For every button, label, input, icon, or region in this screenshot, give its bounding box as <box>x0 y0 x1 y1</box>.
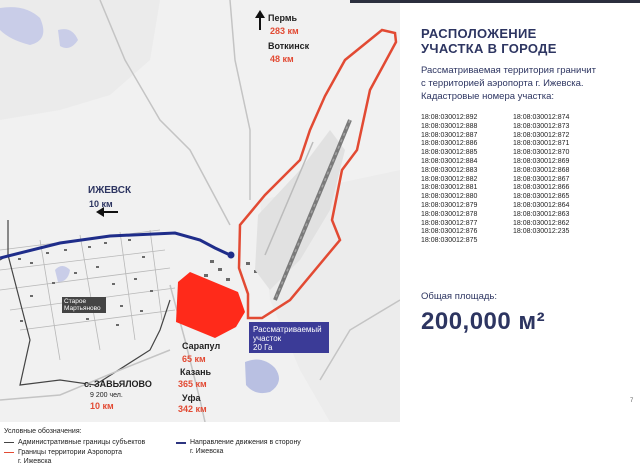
zavyalovo-distance: 10 км <box>90 401 114 411</box>
direction-kazan-city: Казань <box>180 367 212 377</box>
panel-desc-line1: Рассматриваемая территория граничит <box>421 65 596 76</box>
direction-sarapul-city: Сарапул <box>182 341 221 351</box>
zavyalovo-name: с. ЗАВЬЯЛОВО <box>84 379 152 389</box>
direction-izhevsk-distance: 10 км <box>89 199 113 209</box>
panel-title-line2: УЧАСТКА В ГОРОДЕ <box>421 41 557 56</box>
cadastral-number: 18:08:030012:886 <box>421 140 478 148</box>
top-strip <box>350 0 640 3</box>
cadastral-number: 18:08:030012:892 <box>421 114 478 121</box>
panel-desc-line3: Кадастровые номера участка: <box>421 91 555 102</box>
cadastral-number: 18:08:030012:874 <box>513 114 570 121</box>
site-callout-line3: 20 Га <box>253 343 273 352</box>
direction-ufa-distance: 342 км <box>178 404 207 414</box>
legend-swatch-airport <box>4 452 14 453</box>
cadastral-number: 18:08:030012:875 <box>421 237 478 245</box>
panel-description <box>421 64 636 103</box>
info-panel <box>421 26 636 103</box>
cadastral-number: 18:08:030012:872 <box>513 131 570 139</box>
legend-item-direction <box>176 438 301 447</box>
zavyalovo-population: 9 200 чел. <box>90 392 123 399</box>
direction-votkinsk-city: Воткинск <box>268 41 310 51</box>
cadastral-number: 18:08:030012:867 <box>513 175 570 183</box>
cadastral-list <box>421 114 636 246</box>
cadastral-number: 18:08:030012:882 <box>421 175 478 183</box>
cadastral-number: 18:08:030012:877 <box>421 219 478 227</box>
road-endpoint <box>228 252 235 259</box>
legend-label-direction-city: г. Ижевска <box>190 448 224 455</box>
legend-item-direction-city <box>190 447 223 456</box>
cadastral-number: 18:08:030012:884 <box>421 157 478 165</box>
site-callout-line2: участок <box>253 334 282 343</box>
direction-kazan-distance: 365 км <box>178 379 207 389</box>
cadastral-number: 18:08:030012:888 <box>421 122 478 130</box>
cadastral-number: 18:08:030012:883 <box>421 166 478 174</box>
legend-item-admin <box>4 438 145 447</box>
direction-sarapul-distance: 65 км <box>182 354 206 364</box>
cadastral-number: 18:08:030012:871 <box>513 140 570 148</box>
direction-votkinsk-distance: 48 км <box>270 54 294 64</box>
cadastral-number: 18:08:030012:878 <box>421 210 478 218</box>
legend-label-admin: Административные границы субъектов <box>18 439 146 446</box>
cadastral-number: 18:08:030012:885 <box>421 149 478 157</box>
panel-desc-line2: с территорией аэропорта г. Ижевска. <box>421 78 584 89</box>
legend-label-airport-city: г. Ижевска <box>18 458 52 465</box>
direction-perm-city: Пермь <box>268 13 298 23</box>
site-callout-line1: Рассматриваемый <box>253 325 322 334</box>
legend-label-direction: Направление движения в сторону <box>190 439 301 446</box>
cadastral-number: 18:08:030012:866 <box>513 184 570 192</box>
cadastral-number: 18:08:030012:868 <box>513 166 570 174</box>
legend-item-airport <box>4 448 122 457</box>
village-label: Старое Мартьяново <box>62 297 106 313</box>
total-area-value: 200,000 м² <box>421 308 546 335</box>
direction-izhevsk-city: ИЖЕВСК <box>88 185 132 196</box>
cadastral-number: 18:08:030012:863 <box>513 210 570 218</box>
map-legend <box>0 424 400 472</box>
direction-perm-distance: 283 км <box>270 26 299 36</box>
cadastral-number: 18:08:030012:873 <box>513 122 570 130</box>
cadastral-number: 18:08:030012:865 <box>513 193 570 201</box>
panel-title-line1: РАСПОЛОЖЕНИЕ <box>421 26 537 41</box>
legend-swatch-admin <box>4 442 14 443</box>
page-number: 7 <box>630 398 634 404</box>
cadastral-number: 18:08:030012:864 <box>513 201 570 209</box>
legend-label-airport: Границы территории Аэропорта <box>18 449 122 456</box>
direction-ufa-city: Уфа <box>182 393 201 403</box>
cadastral-number: 18:08:030012:869 <box>513 157 570 165</box>
legend-swatch-direction <box>176 442 186 444</box>
cadastral-number: 18:08:030012:881 <box>421 184 478 192</box>
site-callout[interactable] <box>249 322 329 353</box>
cadastral-number: 18:08:030012:870 <box>513 149 570 157</box>
cadastral-number: 18:08:030012:235 <box>513 228 570 236</box>
cadastral-number: 18:08:030012:887 <box>421 131 478 139</box>
cadastral-number: 18:08:030012:862 <box>513 219 570 227</box>
cadastral-number: 18:08:030012:880 <box>421 193 478 201</box>
legend-title: Условные обозначения: <box>4 428 82 435</box>
legend-item-airport-city <box>18 457 51 466</box>
cadastral-number: 18:08:030012:876 <box>421 228 478 236</box>
total-area-label: Общая площадь: <box>421 291 498 302</box>
cadastral-number: 18:08:030012:879 <box>421 201 478 209</box>
